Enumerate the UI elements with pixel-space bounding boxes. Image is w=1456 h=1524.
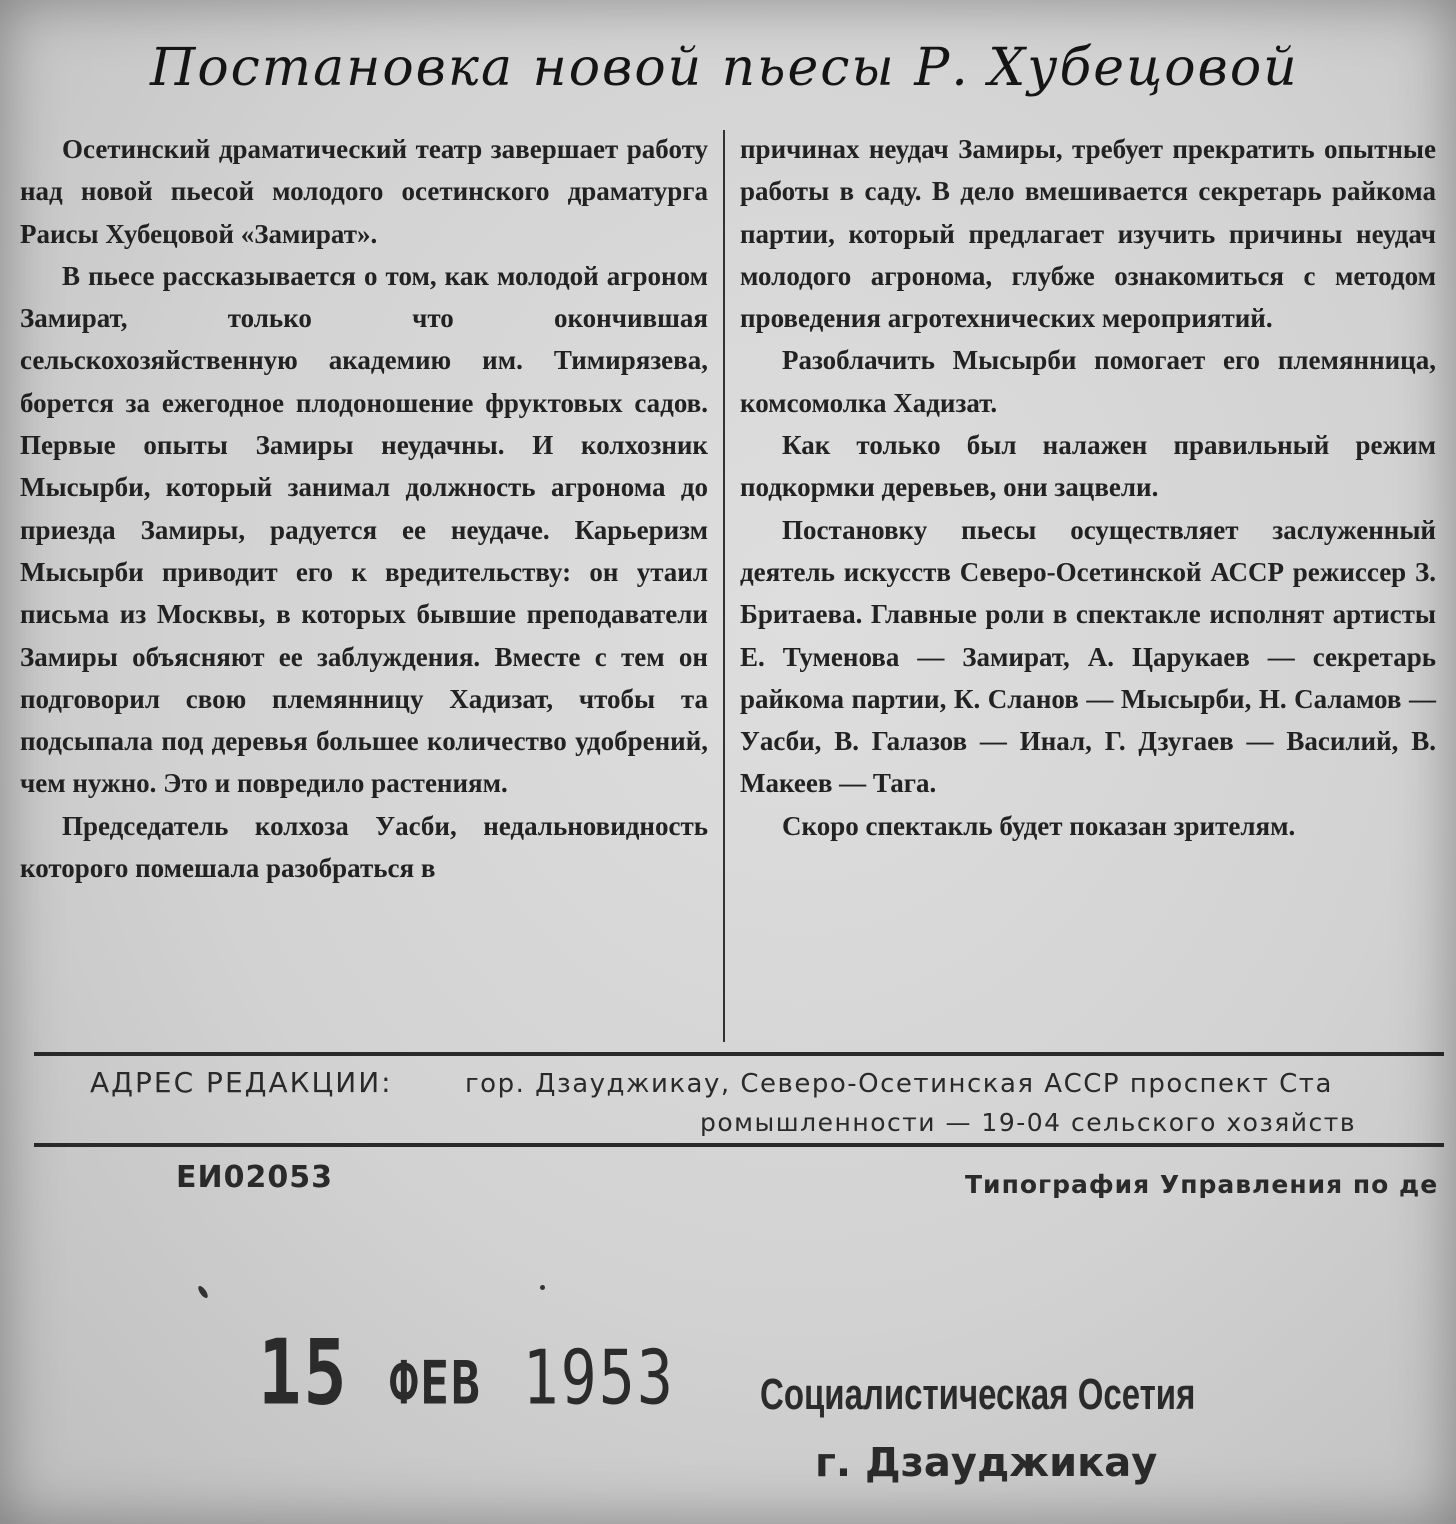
address-line-2: ромышленности — 19-04 сельского хозяйств [700,1108,1357,1137]
imprint-rule-bottom [34,1143,1444,1147]
newspaper-stamp: Социалистическая Осетия [760,1370,1196,1419]
article-paragraph: Разоблачить Мысырби помогает его племянница, комсомолка Хадизат. [740,345,1436,418]
date-stamp-year: 1953 [522,1334,675,1422]
article-paragraph: Осетинский драматический театр завершает работу над новой пьесой молодого осетинского драматурга Раисы Хубецовой «Замират». [20,134,708,249]
article-paragraph: причинах неудач Замиры, требует прекратить опытные работы в саду. В дело вмешивается секретарь райкома партии, который предлагает изучить причины неудач молодого агронома, глубже ознакомиться с методом проведения агротехнических мероприятий. [740,134,1436,334]
article-paragraph: В пьесе рассказывается о том, как молодой агроном Замират, только что окончившая сельскохозяйственную академию им. Тимирязева, борется за ежегодное плодоношение фруктовых садов. Первые опыты Замиры неудачны. И колхозник Мысырби, который занимал должность агронома до приезда Замиры, радуется ее неудаче. Карьеризм Мысырби приводит его к вредительству: он утаил письма из Москвы, в которых бывшие преподаватели Замиры объясняют ее заблуждения. Вместе с тем он подговорил свою племянницу Хадизат, чтобы та подсыпала под деревья большее количество удобрений, чем нужно. Это и повредило растениям. [20,260,708,799]
article-column-left [20,128,708,889]
column-divider [723,130,725,1042]
imprint-rule-top [34,1052,1444,1056]
ink-speck [540,1285,545,1290]
ink-speck [197,1285,210,1300]
newspaper-stamp-city: г. Дзауджикау [815,1440,1158,1486]
article-column-right [740,128,1436,847]
article-paragraph: Постановку пьесы осуществляет заслуженный деятель искусств Северо-Осетинской АССР режиссер З. Бритаева. Главные роли в спектакле исполнят артисты Е. Туменова — Замират, А. Царукаев — секретарь райкома партии, К. Сланов — Мысырби, Н. Саламов — Уасби, В. Галазов — Инал, Г. Дзугаев — Василий, В. Макеев — Тага. [740,514,1436,799]
address-line-1: гор. Дзауджикау, Северо-Осетинская АССР проспект Ста [465,1069,1333,1099]
address-label: АДРЕС РЕДАКЦИИ: [90,1066,393,1099]
article-paragraph: Скоро спектакль будет показан зрителям. [782,810,1296,841]
date-stamp-month: ФЕВ [389,1348,482,1419]
article-paragraph: Председатель колхоза Уасби, недальновидность которого помешала разобраться в [20,810,708,884]
article-title: Постановка новой пьесы Р. Хубецовой [150,38,1299,98]
print-code: ЕИ02053 [176,1160,333,1195]
article-paragraph: Как только был налажен правильный режим подкормки деревьев, они зацвели. [740,430,1436,503]
date-stamp [258,1320,675,1425]
date-stamp-day: 15 [258,1319,349,1425]
printer-line: Типография Управления по де [965,1170,1439,1199]
